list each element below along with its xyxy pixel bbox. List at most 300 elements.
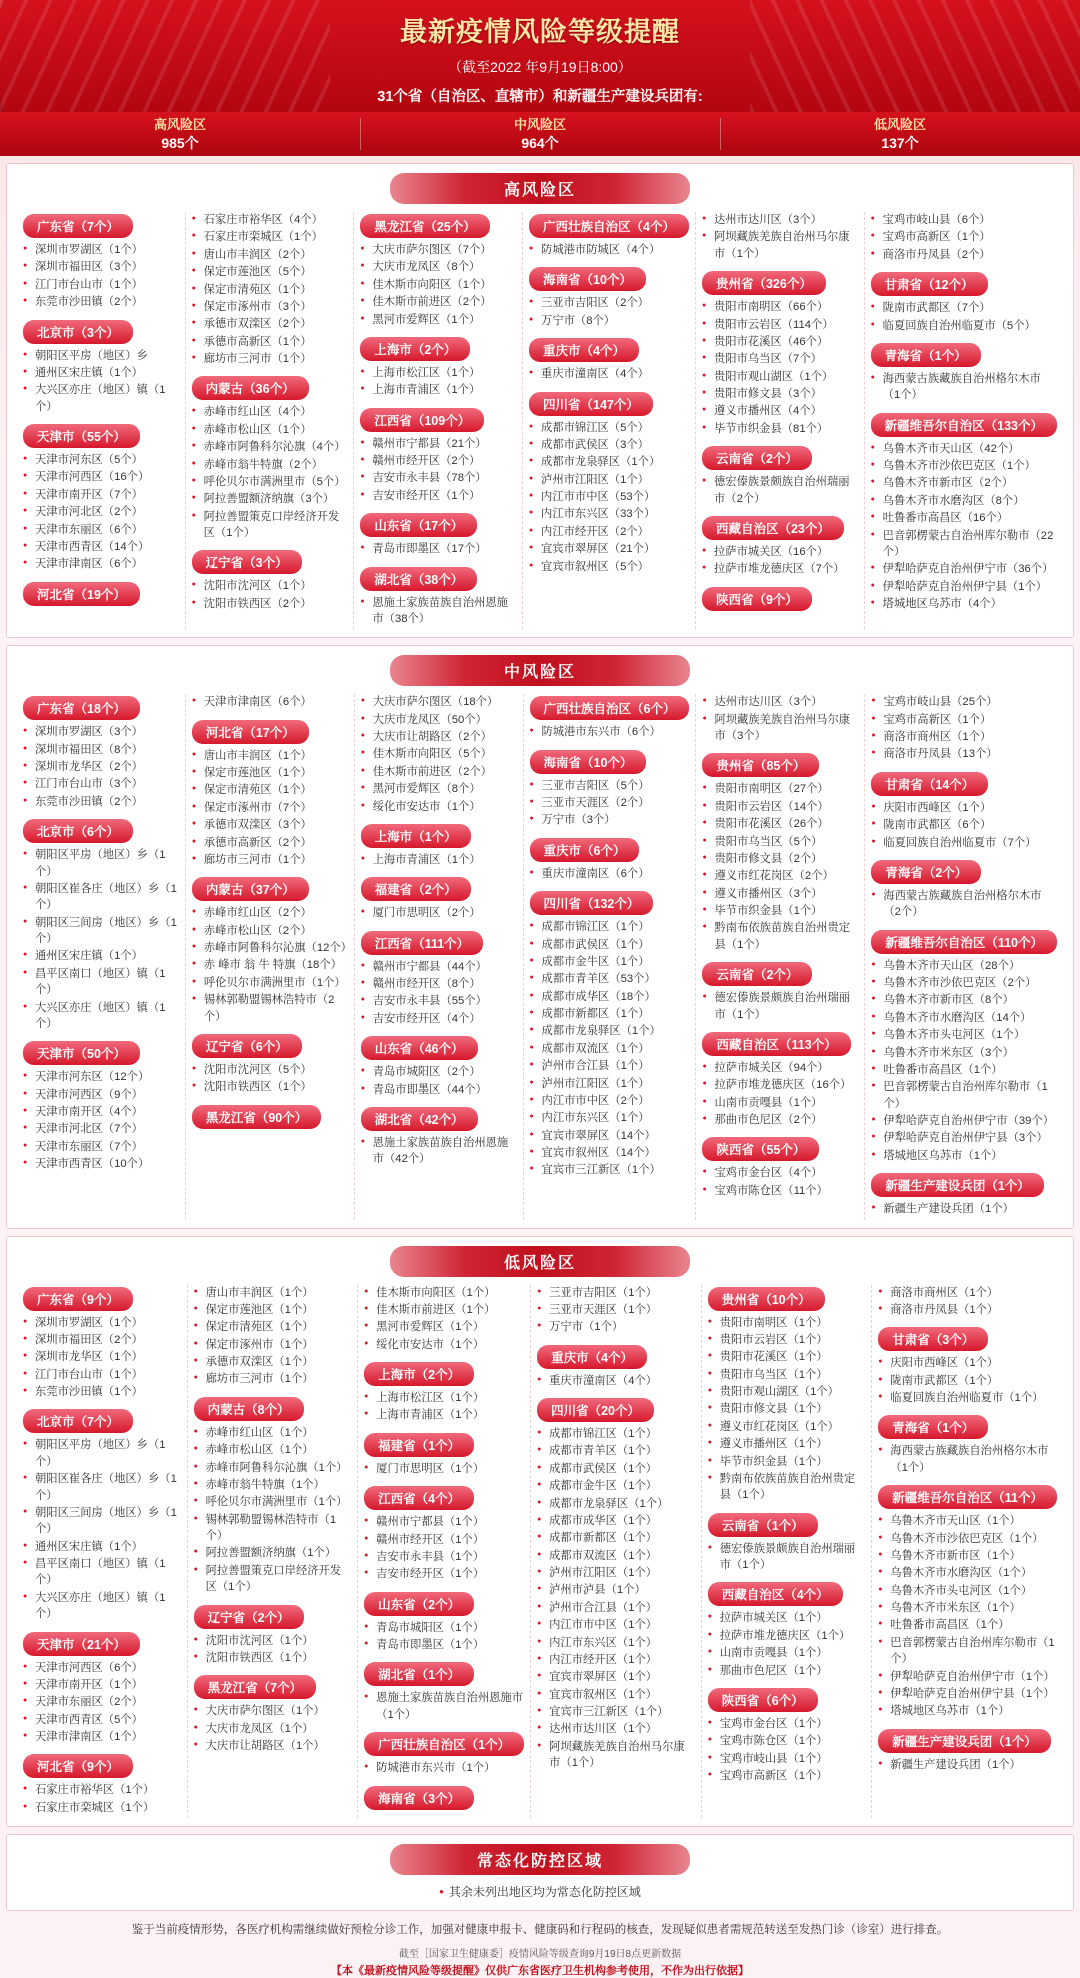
district-item: ● 通州区宋庄镇（1个）: [23, 948, 179, 964]
district-item: ● 伊犁哈萨克自治州伊宁市（1个）: [878, 1669, 1057, 1685]
district-item: ● 朝阳区三间房（地区）乡（1个）: [23, 915, 179, 948]
district-item: ● 宜宾市叙州区（1个）: [537, 1687, 695, 1703]
district-item: ● 江门市台山市（1个）: [23, 1367, 181, 1383]
district-item: ● 宜宾市叙州区（14个）: [530, 1145, 690, 1161]
district-item: ● 塔城地区乌苏市（1个）: [871, 1148, 1057, 1164]
district-item: ● 泸州市江阳区（1个）: [529, 472, 689, 488]
district-item: ● 贵阳市观山湖区（1个）: [708, 1384, 866, 1400]
province-badge: 福建省（1个）: [364, 1433, 474, 1457]
district-item: ● 伊犁哈萨克自治州伊宁市（36个）: [871, 561, 1057, 577]
district-list: [23, 1437, 181, 1622]
province-badge: 湖北省（1个）: [364, 1662, 474, 1686]
province-badge: 陕西省（55个）: [702, 1137, 819, 1161]
district-item: ● 锡林郭勒盟锡林浩特市（1个）: [194, 1512, 352, 1545]
province-badge: 辽宁省（6个）: [192, 1034, 302, 1058]
district-list: [529, 295, 689, 329]
district-item: ● 万宁市（1个）: [537, 1319, 695, 1335]
district-item: ● 宝鸡市陈仓区（1个）: [708, 1733, 866, 1749]
district-item: ● 唐山市丰润区（1个）: [194, 1285, 352, 1301]
district-list: [702, 1165, 858, 1199]
district-item: ● 遵义市播州区（1个）: [708, 1436, 866, 1452]
district-list: [702, 990, 858, 1023]
district-item: ● 天津市南开区（7个）: [23, 487, 179, 503]
district-list: [23, 1782, 181, 1816]
district-item: ● 保定市莲池区（1个）: [194, 1302, 352, 1318]
province-badge: 江西省（109个）: [360, 408, 484, 432]
district-item: ● 伊犁哈萨克自治州伊宁县（1个）: [878, 1686, 1057, 1702]
district-item: ● 锡林郭勒盟锡林浩特市（2个）: [192, 992, 348, 1025]
district-list: [702, 212, 858, 262]
province-badge: 内蒙古（36个）: [192, 376, 309, 400]
province-badge: 贵州省（326个）: [702, 271, 826, 295]
district-item: ● 佳木斯市前进区（2个）: [360, 294, 516, 310]
province-badge: 河北省（9个）: [23, 1754, 133, 1778]
district-item: ● 宝鸡市陈仓区（11个）: [702, 1183, 858, 1199]
district-item: ● 乌鲁木齐市新市区（2个）: [871, 475, 1057, 491]
district-item: ● 内江市东兴区（33个）: [529, 506, 689, 522]
district-item: ● 青岛市即墨区（1个）: [364, 1637, 524, 1653]
district-item: ● 呼伦贝尔市满洲里市（1个）: [194, 1494, 352, 1510]
district-item: ● 乌鲁木齐市头屯河区（1个）: [871, 1027, 1057, 1043]
province-badge: 新疆维吾尔自治区（110个）: [871, 930, 1057, 954]
section-column: [17, 212, 186, 629]
section-column: [865, 694, 1063, 1219]
district-item: ● 天津市东丽区（7个）: [23, 1139, 179, 1155]
section-column: [186, 212, 355, 629]
province-badge: 辽宁省（2个）: [194, 1605, 304, 1629]
district-list: [871, 300, 1057, 334]
district-item: ● 廊坊市三河市（1个）: [192, 852, 348, 868]
district-item: ● 承德市高新区（2个）: [192, 835, 348, 851]
district-item: ● 朝阳区三间房（地区）乡（1个）: [23, 1505, 181, 1538]
summary-bar: [0, 112, 1080, 156]
district-item: ● 海西蒙古族藏族自治州格尔木市（1个）: [871, 371, 1057, 404]
district-item: ● 呼伦贝尔市满洲里市（5个）: [192, 474, 348, 490]
district-item: ● 黑河市爱辉区（1个）: [360, 312, 516, 328]
district-item: ● 黑河市爱辉区（1个）: [364, 1319, 524, 1335]
district-item: ● 大兴区亦庄（地区）镇（1个）: [23, 1590, 181, 1623]
province-badge: 云南省（2个）: [702, 962, 812, 986]
district-item: ● 贵阳市南明区（27个）: [702, 781, 858, 797]
district-list: [537, 1285, 695, 1336]
district-item: ● 成都市金牛区（1个）: [537, 1478, 695, 1494]
district-item: ● 宜宾市翠屏区（14个）: [530, 1128, 690, 1144]
district-list: [364, 1690, 524, 1723]
district-item: ● 赤峰市红山区（1个）: [194, 1425, 352, 1441]
district-item: ● 沈阳市铁西区（2个）: [192, 596, 348, 612]
district-item: ● 陇南市武都区（6个）: [871, 817, 1057, 833]
district-item: ● 上海市青浦区（1个）: [364, 1407, 524, 1423]
district-item: ● 上海市青浦区（1个）: [360, 382, 516, 398]
district-list: [708, 1315, 866, 1504]
summary-high-label: 高风险区: [153, 117, 206, 132]
district-list: [878, 1285, 1057, 1319]
district-item: ● 唐山市丰润区（2个）: [192, 247, 348, 263]
district-item: ● 吉安市永丰县（55个）: [361, 993, 517, 1009]
district-item: ● 泸州市泸县（1个）: [537, 1582, 695, 1598]
section-column: [702, 1285, 873, 1819]
district-item: ● 贵阳市云岩区（1个）: [708, 1332, 866, 1348]
page-title: 最新疫情风险等级提醒: [400, 17, 680, 47]
district-list: [529, 420, 689, 575]
district-item: ● 通州区宋庄镇（1个）: [23, 365, 179, 381]
province-badge: 重庆市（4个）: [537, 1345, 647, 1369]
district-item: ● 深圳市龙华区（1个）: [23, 1349, 181, 1365]
district-item: ● 天津市西青区（5个）: [23, 1712, 181, 1728]
district-item: ● 大兴区亦庄（地区）镇（1个）: [23, 382, 179, 415]
section-column: [696, 694, 865, 1219]
district-item: ● 保定市莲池区（5个）: [192, 264, 348, 280]
district-item: ● 宜宾市三江新区（1个）: [530, 1162, 690, 1178]
district-item: ● 承德市双滦区（1个）: [194, 1354, 352, 1370]
district-item: ● 宝鸡市金台区（4个）: [702, 1165, 858, 1181]
district-item: ● 德宏傣族景颇族自治州瑞丽市（1个）: [708, 1541, 866, 1574]
district-list: [192, 1062, 348, 1096]
district-item: ● 拉萨市堆龙德庆区（16个）: [702, 1077, 858, 1093]
district-item: ● 大庆市萨尔图区（7个）: [360, 242, 516, 258]
district-item: ● 内江市经开区（2个）: [529, 524, 689, 540]
district-item: ● 商洛市商州区（1个）: [878, 1285, 1057, 1301]
district-item: ● 深圳市龙华区（2个）: [23, 759, 179, 775]
district-item: ● 阿拉善盟额济纳旗（3个）: [192, 491, 348, 507]
district-item: ● 石家庄市栾城区（1个）: [192, 229, 348, 245]
district-item: ● 三亚市吉阳区（2个）: [529, 295, 689, 311]
district-item: ● 重庆市潼南区（6个）: [530, 866, 690, 882]
district-list: [361, 694, 517, 815]
district-item: ● 临夏回族自治州临夏市（1个）: [878, 1390, 1057, 1406]
district-list: [529, 366, 689, 382]
district-item: ● 成都市金牛区（1个）: [530, 954, 690, 970]
province-badge: 西藏自治区（4个）: [708, 1582, 843, 1606]
district-list: [878, 1757, 1057, 1773]
district-item: ● 赣州市经开区（8个）: [361, 976, 517, 992]
district-item: ● 深圳市罗湖区（1个）: [23, 242, 179, 258]
district-list: [194, 1703, 352, 1754]
section-columns: [11, 694, 1069, 1219]
district-list: [360, 436, 516, 505]
section-column: [355, 694, 524, 1219]
district-item: ● 赣州市宁都县（44个）: [361, 959, 517, 975]
district-item: ● 赤峰市红山区（2个）: [192, 905, 348, 921]
district-item: ● 大庆市龙凤区（1个）: [194, 1721, 352, 1737]
province-badge: 北京市（3个）: [23, 320, 133, 344]
district-list: [192, 578, 348, 612]
district-item: ● 天津市河东区（5个）: [23, 452, 179, 468]
district-item: ● 伊犁哈萨克自治州伊宁市（39个）: [871, 1113, 1057, 1129]
district-list: [192, 748, 348, 869]
province-badge: 上海市（2个）: [360, 337, 470, 361]
district-item: ● 成都市武侯区（1个）: [537, 1461, 695, 1477]
district-list: [871, 694, 1057, 763]
district-item: ● 青岛市即墨区（17个）: [360, 541, 516, 557]
district-item: ● 青岛市城阳区（2个）: [361, 1064, 517, 1080]
district-item: ● 贵阳市修文县（3个）: [702, 386, 858, 402]
district-item: ● 成都市锦江区（1个）: [537, 1426, 695, 1442]
province-badge: 河北省（19个）: [23, 582, 140, 606]
district-item: ● 吉安市经开区（1个）: [360, 488, 516, 504]
district-list: [530, 919, 690, 1179]
district-item: ● 海西蒙古族藏族自治州格尔木市（2个）: [871, 888, 1057, 921]
district-item: ● 天津市南开区（4个）: [23, 1104, 179, 1120]
district-item: ● 山南市贡嘎县（1个）: [702, 1095, 858, 1111]
district-item: ● 成都市青羊区（53个）: [530, 971, 690, 987]
district-item: ● 达州市达川区（3个）: [702, 212, 858, 228]
district-item: ● 贵阳市花溪区（26个）: [702, 816, 858, 832]
district-item: ● 吐鲁番市高昌区（16个）: [871, 510, 1057, 526]
district-list: [360, 242, 516, 328]
normalized-control-section: [6, 1834, 1074, 1911]
normalized-text: ● 其余未列出地区均为常态化防控区域: [11, 1883, 1069, 1900]
district-item: ● 塔城地区乌苏市（4个）: [871, 596, 1057, 612]
district-item: ● 天津市东丽区（6个）: [23, 522, 179, 538]
province-badge: 海南省（3个）: [364, 1786, 474, 1810]
section-columns: [11, 1285, 1069, 1819]
district-item: ● 宝鸡市岐山县（1个）: [708, 1751, 866, 1767]
district-item: ● 宜宾市叙州区（5个）: [529, 559, 689, 575]
district-item: ● 吉安市经开区（4个）: [361, 1011, 517, 1027]
district-item: ● 成都市成华区（18个）: [530, 989, 690, 1005]
district-item: ● 成都市成华区（1个）: [537, 1513, 695, 1529]
district-item: ● 朝阳区崔各庄（地区）乡（1个）: [23, 1471, 181, 1504]
district-item: ● 沈阳市沈河区（1个）: [192, 578, 348, 594]
province-badge: 天津市（55个）: [23, 424, 140, 448]
district-list: [192, 905, 352, 1025]
district-list: [364, 1461, 524, 1477]
district-list: [871, 958, 1057, 1165]
district-item: ● 毕节市织金县（1个）: [702, 903, 858, 919]
district-item: ● 成都市双流区（1个）: [537, 1548, 695, 1564]
district-item: ● 赤峰市阿鲁科尔沁旗（12个）: [192, 940, 348, 956]
district-item: ● 大庆市萨尔图区（18个）: [361, 694, 517, 710]
district-item: ● 巴音郭楞蒙古自治州库尔勒市（1个）: [871, 1079, 1057, 1112]
district-item: ● 深圳市福田区（3个）: [23, 259, 179, 275]
district-item: ● 德宏傣族景颇族自治州瑞丽市（2个）: [702, 474, 858, 507]
district-list: [23, 452, 179, 573]
province-badge: 广东省（7个）: [23, 214, 133, 238]
district-item: ● 大兴区亦庄（地区）镇（1个）: [23, 1000, 179, 1033]
district-item: ● 沈阳市铁西区（1个）: [194, 1650, 352, 1666]
district-item: ● 遵义市红花岗区（1个）: [708, 1419, 866, 1435]
district-item: ● 厦门市思明区（1个）: [364, 1461, 524, 1477]
district-item: ● 天津市东丽区（2个）: [23, 1694, 181, 1710]
district-item: ● 内江市市中区（2个）: [530, 1093, 690, 1109]
district-list: [23, 348, 179, 416]
district-item: ● 防城港市防城区（4个）: [529, 242, 689, 258]
district-item: ● 大庆市萨尔图区（1个）: [194, 1703, 352, 1719]
district-item: ● 赤峰市阿鲁科尔沁旗（4个）: [192, 439, 348, 455]
district-item: ● 那曲市色尼区（1个）: [708, 1663, 866, 1679]
district-item: ● 保定市涿州市（1个）: [194, 1337, 352, 1353]
district-item: ● 赤峰市翁牛特旗（1个）: [194, 1477, 352, 1493]
district-item: ● 乌鲁木齐市米东区（3个）: [871, 1045, 1057, 1061]
district-list: [192, 404, 348, 541]
district-item: ● 保定市清苑区（1个）: [192, 782, 348, 798]
normalized-title: 常态化防控区域: [390, 1844, 690, 1875]
province-badge: 新疆维吾尔自治区（133个）: [871, 413, 1057, 437]
district-item: ● 临夏回族自治州临夏市（5个）: [871, 318, 1057, 334]
district-item: ● 成都市新都区（1个）: [530, 1006, 690, 1022]
district-item: ● 三亚市天涯区（1个）: [537, 1302, 695, 1318]
district-item: ● 吉安市经开区（1个）: [364, 1566, 524, 1582]
district-item: ● 陇南市武都区（7个）: [871, 300, 1057, 316]
province-badge: 西藏自治区（113个）: [702, 1032, 850, 1056]
summary-low-count: 137个: [881, 134, 919, 151]
province-badge: 四川省（20个）: [537, 1398, 654, 1422]
district-list: [871, 371, 1057, 404]
district-list: [364, 1514, 524, 1583]
district-item: ● 塔城地区乌苏市（1个）: [878, 1703, 1057, 1719]
district-item: ● 成都市新都区（1个）: [537, 1530, 695, 1546]
district-item: ● 宝鸡市高新区（1个）: [871, 712, 1057, 728]
district-list: [871, 888, 1057, 921]
district-item: ● 佳木斯市前进区（1个）: [364, 1302, 524, 1318]
district-list: [23, 1660, 181, 1746]
province-badge: 广东省（18个）: [23, 696, 140, 720]
footer-notice: 【本《最新疫情风险等级提醒》仅供广东省医疗卫生机构参考使用，不作为出行依据】: [331, 1964, 749, 1977]
district-item: ● 江门市台山市（1个）: [23, 277, 179, 293]
section-columns: [11, 212, 1069, 629]
district-item: ● 黔南布依族苗族自治州贵定县（1个）: [702, 920, 858, 953]
district-item: ● 黑河市爱辉区（8个）: [361, 781, 517, 797]
district-list: [360, 595, 516, 628]
district-item: ● 赣州市经开区（1个）: [364, 1532, 524, 1548]
district-item: ● 海西蒙古族藏族自治州格尔木市（1个）: [878, 1443, 1057, 1476]
district-item: ● 那曲市色尼区（2个）: [702, 1112, 858, 1128]
district-item: ● 石家庄市裕华区（4个）: [192, 212, 348, 228]
district-list: [192, 212, 348, 367]
district-item: ● 拉萨市堆龙德庆区（1个）: [708, 1628, 866, 1644]
province-badge: 四川省（147个）: [529, 392, 653, 416]
district-item: ● 乌鲁木齐市头屯河区（1个）: [878, 1583, 1057, 1599]
district-item: ● 贵阳市云岩区（14个）: [702, 799, 858, 815]
section-column: [188, 1285, 359, 1819]
province-badge: 江西省（4个）: [364, 1486, 474, 1510]
district-item: ● 贵阳市南明区（66个）: [702, 299, 858, 315]
district-list: [364, 1390, 524, 1424]
province-badge: 上海市（1个）: [361, 824, 471, 848]
district-item: ● 吐鲁番市高昌区（1个）: [878, 1617, 1057, 1633]
province-badge: 天津市（21个）: [23, 1632, 140, 1656]
page-scope-line: 31个省（自治区、直辖市）和新疆生产建设兵团有:: [377, 89, 703, 105]
district-list: [878, 1443, 1057, 1476]
district-item: ● 内江市东兴区（1个）: [537, 1635, 695, 1651]
district-item: ● 朝阳区平房（地区）乡（1个）: [23, 847, 179, 880]
district-list: [708, 1541, 866, 1574]
section-column: [524, 694, 697, 1219]
district-item: ● 重庆市潼南区（4个）: [529, 366, 689, 382]
district-item: ● 内江市经开区（1个）: [537, 1652, 695, 1668]
district-item: ● 绥化市安达市（1个）: [364, 1337, 524, 1353]
district-item: ● 成都市武侯区（3个）: [529, 437, 689, 453]
district-item: ● 伊犁哈萨克自治州伊宁县（3个）: [871, 1130, 1057, 1146]
district-list: [702, 544, 858, 578]
district-list: [530, 866, 690, 882]
district-item: ● 庆阳市西峰区（1个）: [871, 800, 1057, 816]
province-badge: 广东省（9个）: [23, 1287, 133, 1311]
province-badge: 福建省（2个）: [361, 877, 471, 901]
risk-section: [6, 1236, 1074, 1828]
district-item: ● 大庆市龙凤区（8个）: [360, 259, 516, 275]
district-item: ● 青岛市城阳区（1个）: [364, 1620, 524, 1636]
district-item: ● 通州区宋庄镇（1个）: [23, 1539, 181, 1555]
province-badge: 湖北省（42个）: [361, 1107, 478, 1131]
district-item: ● 陇南市武都区（1个）: [878, 1373, 1057, 1389]
district-item: ● 贵阳市乌当区（5个）: [702, 834, 858, 850]
district-item: ● 三亚市天涯区（2个）: [530, 795, 690, 811]
district-item: ● 毕节市织金县（1个）: [708, 1454, 866, 1470]
district-item: ● 上海市青浦区（1个）: [361, 852, 517, 868]
summary-medium-count: 964个: [521, 134, 559, 151]
district-item: ● 成都市龙泉驿区（1个）: [530, 1023, 690, 1039]
province-badge: 山东省（2个）: [364, 1592, 474, 1616]
district-item: ● 伊犁哈萨克自治州伊宁县（1个）: [871, 579, 1057, 595]
district-item: ● 保定市清苑区（1个）: [194, 1319, 352, 1335]
district-item: ● 重庆市潼南区（4个）: [537, 1373, 695, 1389]
province-badge: 甘肃省（14个）: [871, 772, 988, 796]
district-item: ● 阿拉善盟策克口岸经济开发区（1个）: [192, 509, 348, 542]
district-item: ● 青岛市即墨区（44个）: [361, 1082, 517, 1098]
section-column: [531, 1285, 702, 1819]
district-item: ● 石家庄市裕华区（1个）: [23, 1782, 181, 1798]
district-item: ● 呼伦贝尔市满洲里市（1个）: [192, 975, 348, 991]
province-badge: 广西壮族自治区（6个）: [530, 696, 690, 720]
district-list: [361, 1135, 517, 1168]
district-item: ● 赣州市宁都县（1个）: [364, 1514, 524, 1530]
district-item: ● 阿拉善盟策克口岸经济开发区（1个）: [194, 1563, 352, 1596]
province-badge: 青海省（1个）: [871, 343, 981, 367]
district-item: ● 黔南布依族苗族自治州贵定县（1个）: [708, 1471, 866, 1504]
district-item: ● 乌鲁木齐市水磨沟区（14个）: [871, 1010, 1057, 1026]
district-item: ● 乌鲁木齐市天山区（42个）: [871, 441, 1057, 457]
district-item: ● 大庆市让胡路区（2个）: [361, 729, 517, 745]
district-item: ● 宜宾市翠屏区（1个）: [537, 1669, 695, 1685]
province-badge: 陕西省（6个）: [708, 1688, 818, 1712]
district-list: [361, 1064, 517, 1098]
district-list: [194, 1425, 352, 1596]
district-item: ● 遵义市红花岗区（2个）: [702, 868, 858, 884]
district-item: ● 天津市南开区（1个）: [23, 1677, 181, 1693]
province-badge: 海南省（10个）: [529, 267, 646, 291]
district-list: [364, 1620, 524, 1654]
province-badge: 甘肃省（3个）: [878, 1327, 988, 1351]
district-item: ● 保定市清苑区（1个）: [192, 282, 348, 298]
province-badge: 湖北省（38个）: [360, 567, 477, 591]
district-item: ● 宝鸡市金台区（1个）: [708, 1716, 866, 1732]
province-badge: 云南省（2个）: [702, 446, 812, 470]
district-list: [192, 694, 348, 710]
section-column: [865, 212, 1063, 629]
district-list: [878, 1513, 1057, 1720]
district-list: [529, 242, 689, 258]
province-badge: 黑龙江省（25个）: [360, 214, 489, 238]
district-list: [23, 724, 179, 810]
district-item: ● 赤峰市松山区（1个）: [192, 422, 348, 438]
province-badge: 陕西省（9个）: [702, 587, 812, 611]
district-list: [361, 852, 517, 868]
district-item: ● 贵阳市修文县（1个）: [708, 1401, 866, 1417]
district-item: ● 乌鲁木齐市米东区（1个）: [878, 1600, 1057, 1616]
district-item: ● 贵阳市乌当区（1个）: [708, 1367, 866, 1383]
district-item: ● 保定市莲池区（1个）: [192, 765, 348, 781]
footer-source: 截至［国家卫生健康委］疫情风险等级查询9月19日8点更新数据: [398, 1948, 682, 1960]
province-badge: 上海市（2个）: [364, 1362, 474, 1386]
district-item: ● 遵义市播州区（4个）: [702, 403, 858, 419]
district-list: [364, 1760, 524, 1776]
district-item: ● 承德市高新区（1个）: [192, 334, 348, 350]
province-badge: 新疆生产建设兵团（1个）: [878, 1729, 1050, 1753]
district-list: [194, 1285, 352, 1388]
district-item: ● 保定市涿州市（3个）: [192, 299, 348, 315]
